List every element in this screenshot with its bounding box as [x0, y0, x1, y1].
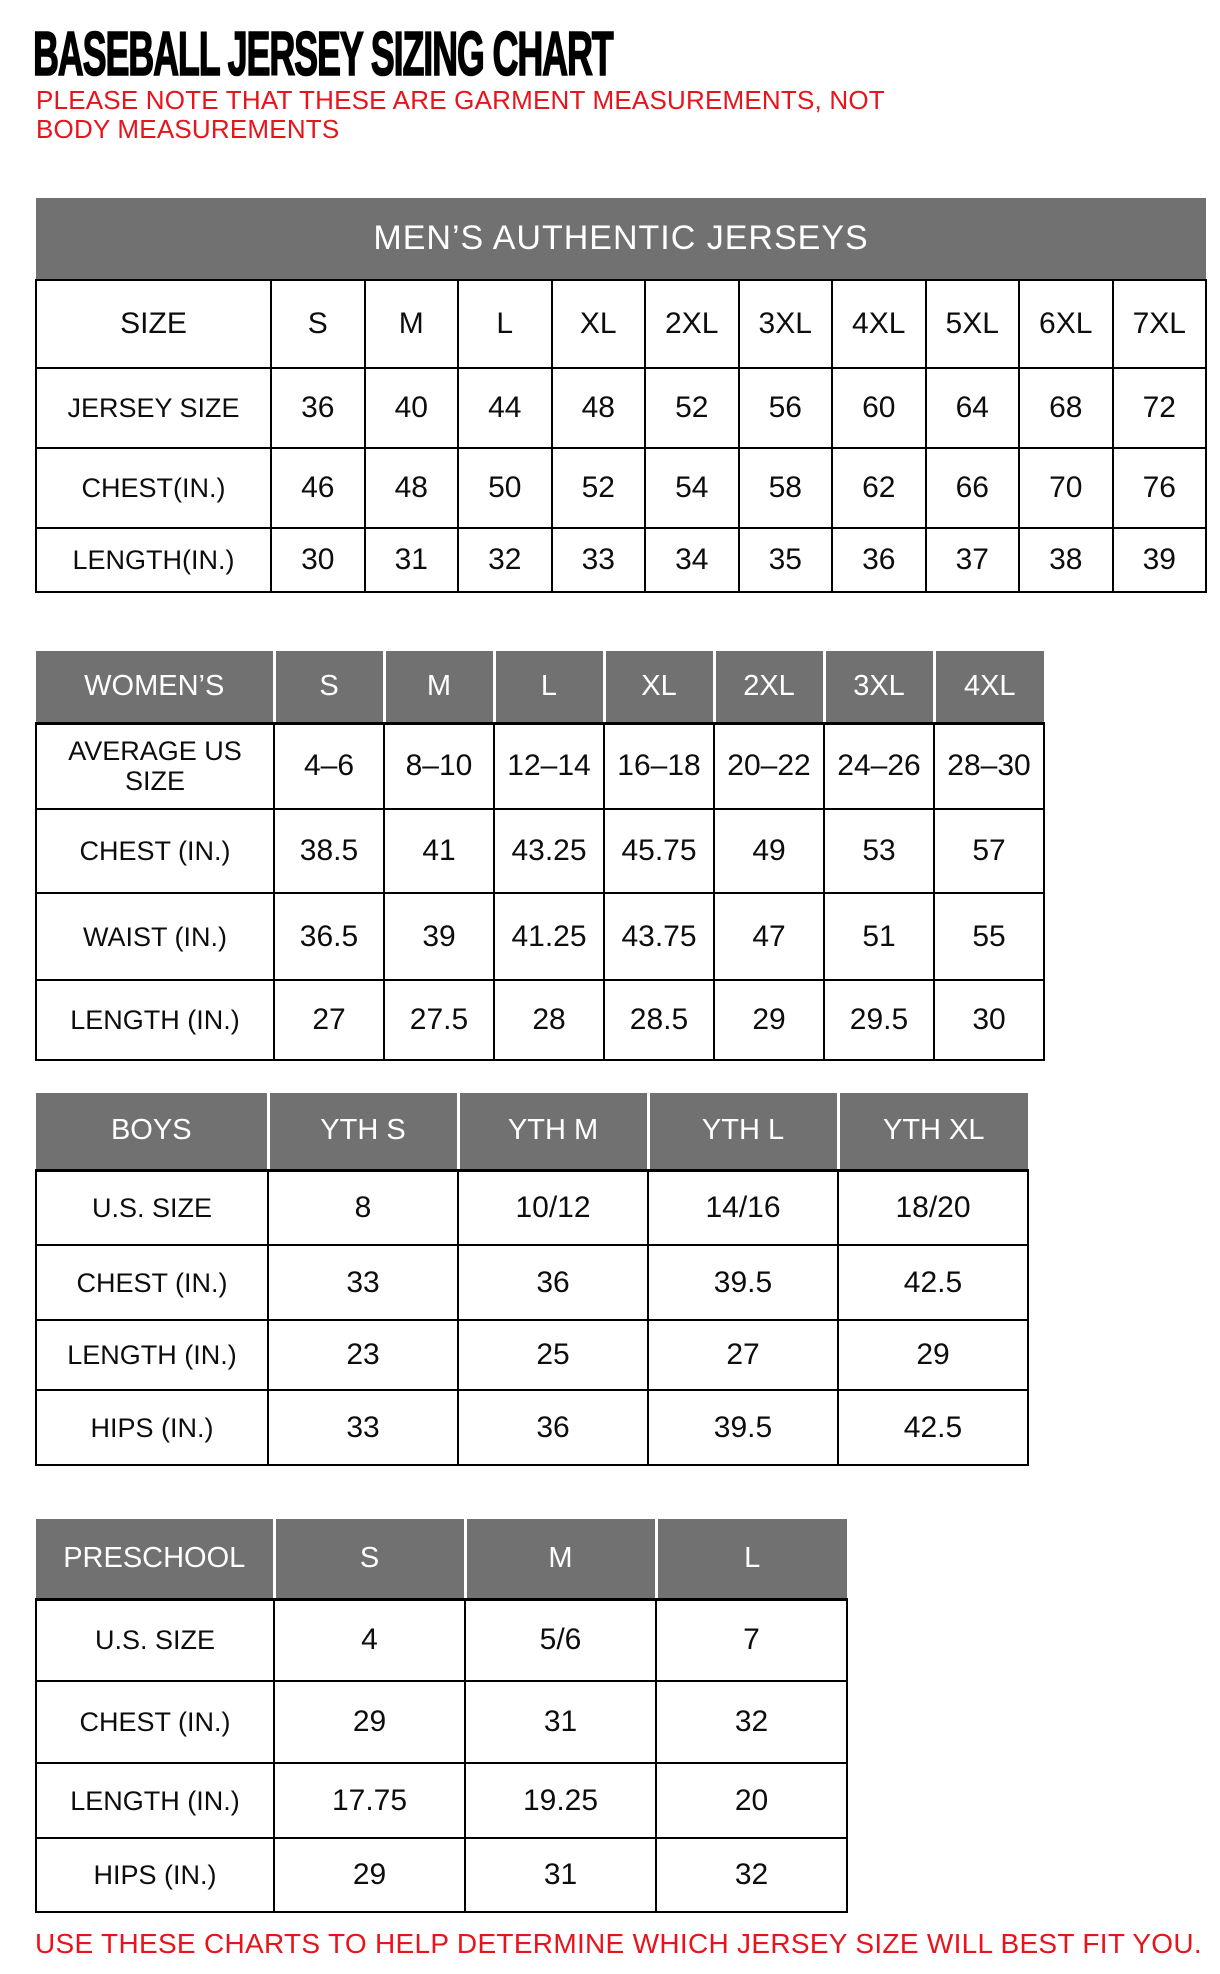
womens-value-cell: 29.5: [824, 980, 934, 1060]
mens-header-size: 4XL: [832, 280, 926, 368]
preschool-value-cell: 32: [656, 1681, 847, 1763]
womens-row-label: LENGTH (IN.): [36, 980, 274, 1060]
preschool-value-cell: 4: [274, 1599, 465, 1681]
womens-value-cell: 39: [384, 893, 494, 980]
mens-value-cell: 54: [645, 448, 739, 528]
boys-value-cell: 27: [648, 1320, 838, 1390]
womens-row: [36, 809, 1044, 893]
mens-table: [35, 198, 1207, 593]
womens-value-cell: 51: [824, 893, 934, 980]
page-title: [33, 22, 1032, 92]
preschool-header-size: M: [465, 1519, 656, 1599]
preschool-value-cell: 5/6: [465, 1599, 656, 1681]
womens-value-cell: 16–18: [604, 723, 714, 809]
boys-header-size: YTH M: [458, 1093, 648, 1170]
mens-value-cell: 46: [271, 448, 365, 528]
womens-value-cell: 29: [714, 980, 824, 1060]
boys-row: [36, 1170, 1028, 1245]
mens-value-cell: 50: [458, 448, 552, 528]
mens-value-cell: 62: [832, 448, 926, 528]
womens-value-cell: 20–22: [714, 723, 824, 809]
womens-row: [36, 723, 1044, 809]
boys-value-cell: 25: [458, 1320, 648, 1390]
womens-row-label: AVERAGE US SIZE: [36, 723, 274, 809]
preschool-value-cell: 7: [656, 1599, 847, 1681]
preschool-value-cell: 20: [656, 1763, 847, 1838]
boys-row: [36, 1320, 1028, 1390]
womens-value-cell: 43.75: [604, 893, 714, 980]
womens-value-cell: 28–30: [934, 723, 1044, 809]
preschool-row: [36, 1763, 847, 1838]
mens-value-cell: 34: [645, 528, 739, 592]
preschool-row-label: U.S. SIZE: [36, 1599, 274, 1681]
preschool-row-label: LENGTH (IN.): [36, 1763, 274, 1838]
boys-value-cell: 33: [268, 1245, 458, 1320]
womens-value-cell: 36.5: [274, 893, 384, 980]
boys-row-label: CHEST (IN.): [36, 1245, 268, 1320]
womens-value-cell: 4–6: [274, 723, 384, 809]
preschool-value-cell: 32: [656, 1838, 847, 1912]
womens-row-label: WAIST (IN.): [36, 893, 274, 980]
womens-row: [36, 893, 1044, 980]
womens-value-cell: 49: [714, 809, 824, 893]
womens-value-cell: 12–14: [494, 723, 604, 809]
mens-row: [36, 368, 1206, 448]
preschool-value-cell: 29: [274, 1838, 465, 1912]
mens-header-size: 5XL: [926, 280, 1020, 368]
womens-value-cell: 28: [494, 980, 604, 1060]
mens-row-label: LENGTH(IN.): [36, 528, 271, 592]
mens-value-cell: 36: [832, 528, 926, 592]
womens-value-cell: 30: [934, 980, 1044, 1060]
mens-value-cell: 38: [1019, 528, 1113, 592]
mens-table-section: [35, 198, 1205, 593]
preschool-row: [36, 1838, 847, 1912]
mens-value-cell: 68: [1019, 368, 1113, 448]
boys-value-cell: 42.5: [838, 1390, 1028, 1465]
page-title-text: BASEBALL JERSEY SIZING CHART: [33, 20, 613, 89]
boys-header-size: YTH S: [268, 1093, 458, 1170]
womens-header-label: WOMEN’S: [36, 651, 274, 723]
womens-header-size: S: [274, 651, 384, 723]
womens-value-cell: 24–26: [824, 723, 934, 809]
mens-row-label: CHEST(IN.): [36, 448, 271, 528]
womens-value-cell: 41.25: [494, 893, 604, 980]
mens-header-size: 2XL: [645, 280, 739, 368]
mens-banner: MEN’S AUTHENTIC JERSEYS: [36, 198, 1206, 280]
footer-note: USE THESE CHARTS TO HELP DETERMINE WHICH JERSEY SIZE WILL BEST FIT YOU.: [35, 1928, 1202, 1959]
mens-value-cell: 64: [926, 368, 1020, 448]
womens-row-label: CHEST (IN.): [36, 809, 274, 893]
mens-header-size: 3XL: [739, 280, 833, 368]
preschool-value-cell: 31: [465, 1681, 656, 1763]
womens-value-cell: 28.5: [604, 980, 714, 1060]
mens-value-cell: 33: [552, 528, 646, 592]
womens-value-cell: 8–10: [384, 723, 494, 809]
womens-header-size: M: [384, 651, 494, 723]
mens-row-label: JERSEY SIZE: [36, 368, 271, 448]
mens-header-size: XL: [552, 280, 646, 368]
boys-header-size: YTH XL: [838, 1093, 1028, 1170]
garment-measurement-note: PLEASE NOTE THAT THESE ARE GARMENT MEASUREMENTS, NOT BODY MEASUREMENTS: [36, 85, 885, 144]
womens-value-cell: 47: [714, 893, 824, 980]
boys-value-cell: 29: [838, 1320, 1028, 1390]
preschool-value-cell: 31: [465, 1838, 656, 1912]
womens-value-cell: 43.25: [494, 809, 604, 893]
preschool-table: [35, 1519, 848, 1913]
mens-value-cell: 52: [552, 448, 646, 528]
boys-row-label: HIPS (IN.): [36, 1390, 268, 1465]
womens-header-size: XL: [604, 651, 714, 723]
boys-header-size: YTH L: [648, 1093, 838, 1170]
preschool-row-label: CHEST (IN.): [36, 1681, 274, 1763]
womens-table-section: [35, 651, 1043, 1061]
preschool-header-size: S: [274, 1519, 465, 1599]
boys-value-cell: 23: [268, 1320, 458, 1390]
mens-value-cell: 36: [271, 368, 365, 448]
boys-value-cell: 33: [268, 1390, 458, 1465]
boys-row-label: U.S. SIZE: [36, 1170, 268, 1245]
mens-value-cell: 32: [458, 528, 552, 592]
preschool-value-cell: 29: [274, 1681, 465, 1763]
mens-row: [36, 528, 1206, 592]
mens-header-label: SIZE: [36, 280, 271, 368]
womens-row: [36, 980, 1044, 1060]
boys-value-cell: 42.5: [838, 1245, 1028, 1320]
mens-value-cell: 52: [645, 368, 739, 448]
boys-row-label: LENGTH (IN.): [36, 1320, 268, 1390]
mens-header-size: M: [365, 280, 459, 368]
mens-value-cell: 40: [365, 368, 459, 448]
mens-value-cell: 48: [365, 448, 459, 528]
womens-value-cell: 45.75: [604, 809, 714, 893]
womens-header-size: 3XL: [824, 651, 934, 723]
womens-value-cell: 41: [384, 809, 494, 893]
mens-value-cell: 56: [739, 368, 833, 448]
mens-value-cell: 48: [552, 368, 646, 448]
mens-row: [36, 448, 1206, 528]
preschool-table-section: [35, 1519, 846, 1913]
preschool-row: [36, 1681, 847, 1763]
boys-table: [35, 1093, 1029, 1466]
womens-header-size: 4XL: [934, 651, 1044, 723]
preschool-value-cell: 17.75: [274, 1763, 465, 1838]
boys-value-cell: 36: [458, 1390, 648, 1465]
preschool-header-label: PRESCHOOL: [36, 1519, 274, 1599]
mens-value-cell: 72: [1113, 368, 1207, 448]
boys-header-label: BOYS: [36, 1093, 268, 1170]
boys-value-cell: 14/16: [648, 1170, 838, 1245]
womens-value-cell: 27.5: [384, 980, 494, 1060]
preschool-row: [36, 1599, 847, 1681]
boys-row: [36, 1245, 1028, 1320]
preschool-value-cell: 19.25: [465, 1763, 656, 1838]
mens-value-cell: 60: [832, 368, 926, 448]
boys-row: [36, 1390, 1028, 1465]
boys-table-section: [35, 1093, 1027, 1466]
mens-header-size: 6XL: [1019, 280, 1113, 368]
mens-header-size: 7XL: [1113, 280, 1207, 368]
mens-value-cell: 70: [1019, 448, 1113, 528]
mens-value-cell: 58: [739, 448, 833, 528]
mens-value-cell: 66: [926, 448, 1020, 528]
mens-header-size: S: [271, 280, 365, 368]
boys-value-cell: 10/12: [458, 1170, 648, 1245]
boys-value-cell: 18/20: [838, 1170, 1028, 1245]
preschool-row-label: HIPS (IN.): [36, 1838, 274, 1912]
womens-header-size: L: [494, 651, 604, 723]
womens-value-cell: 57: [934, 809, 1044, 893]
womens-table: [35, 651, 1045, 1061]
mens-value-cell: 30: [271, 528, 365, 592]
mens-value-cell: 35: [739, 528, 833, 592]
boys-value-cell: 39.5: [648, 1390, 838, 1465]
boys-value-cell: 39.5: [648, 1245, 838, 1320]
womens-value-cell: 55: [934, 893, 1044, 980]
mens-value-cell: 31: [365, 528, 459, 592]
mens-value-cell: 39: [1113, 528, 1207, 592]
mens-value-cell: 37: [926, 528, 1020, 592]
mens-value-cell: 44: [458, 368, 552, 448]
mens-header-size: L: [458, 280, 552, 368]
mens-value-cell: 76: [1113, 448, 1207, 528]
womens-value-cell: 38.5: [274, 809, 384, 893]
womens-value-cell: 27: [274, 980, 384, 1060]
womens-value-cell: 53: [824, 809, 934, 893]
boys-value-cell: 8: [268, 1170, 458, 1245]
boys-value-cell: 36: [458, 1245, 648, 1320]
womens-header-size: 2XL: [714, 651, 824, 723]
preschool-header-size: L: [656, 1519, 847, 1599]
